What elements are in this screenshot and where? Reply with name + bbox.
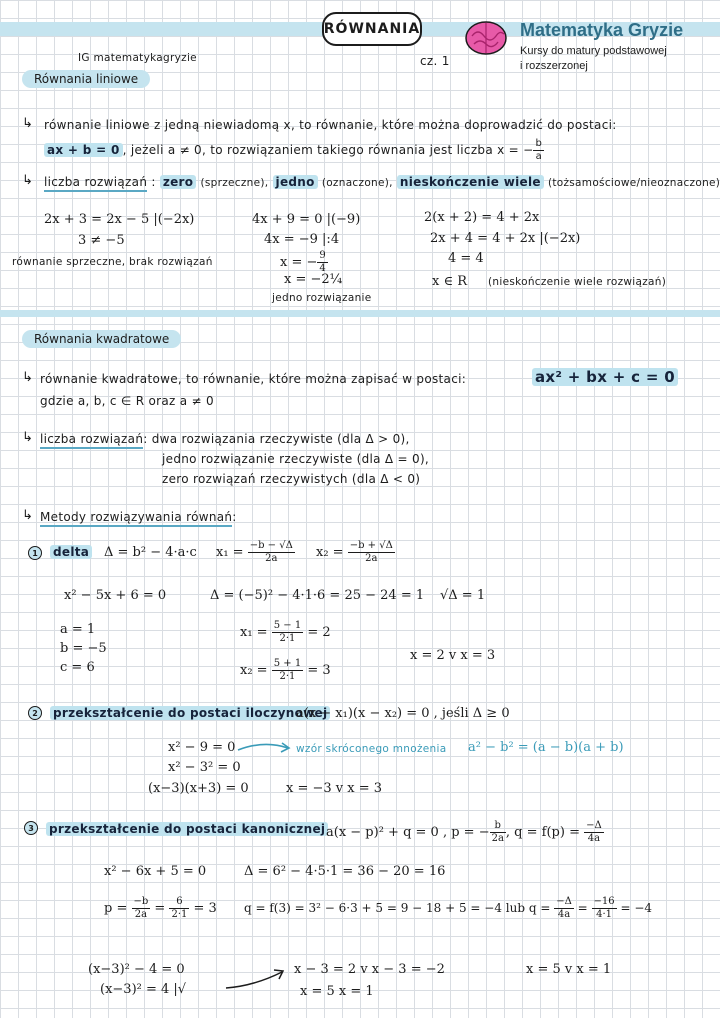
author-handle: IG matematykagryzie <box>78 52 197 64</box>
quadratic-form-value: ax² + bx + c = 0 <box>532 368 678 386</box>
fraction-numerator: 6 <box>169 896 189 909</box>
linear-solution-fraction <box>533 138 544 163</box>
p-fraction <box>169 896 189 921</box>
linear-ex3-line: 2(x + 2) = 4 + 2x <box>424 210 540 225</box>
m1-x2-calc <box>240 658 331 683</box>
brand-name: Matematyka Gryzie <box>520 20 684 40</box>
quadratic-definition: równanie kwadratowe, to równanie, które można zapisać w postaci: <box>40 372 467 386</box>
fraction-numerator: 5 − 1 <box>273 620 302 631</box>
section-separator <box>0 310 720 317</box>
x2-calc-fraction <box>272 658 303 683</box>
linear-ex2-line: 4x = −9 |:4 <box>264 232 340 247</box>
p-result: = 3 <box>193 901 217 916</box>
x2-fraction <box>348 540 395 565</box>
q-result: = −4 <box>620 901 653 915</box>
linear-ex3-note: (nieskończenie wiele rozwiązań) <box>488 276 667 288</box>
method-3-label <box>46 822 328 836</box>
count-one-note: (oznaczone), <box>321 177 393 189</box>
q-fraction <box>592 896 617 921</box>
fraction-numerator: b <box>535 138 543 149</box>
linear-definition: równanie liniowe z jedną niewiadomą x, to równanie, które można doprowadzić do postaci: <box>44 118 617 132</box>
fraction-denominator: 4a <box>557 909 571 920</box>
section-quadratic: Równania kwadratowe <box>22 330 181 348</box>
x2-label: x₂ = <box>240 663 268 678</box>
delta-formula: Δ = b² − 4·a·c <box>104 545 197 560</box>
count-zero-note: (sprzeczne), <box>200 177 269 189</box>
m1-coef: a = 1 <box>60 622 96 637</box>
count-infinite: nieskończenie wiele <box>397 175 544 189</box>
m1-delta-calc: Δ = (−5)² − 4·1·6 = 25 − 24 = 1 <box>210 588 425 603</box>
brand-subtitle <box>520 44 667 74</box>
fraction-denominator: 2·1 <box>279 671 296 682</box>
page-number: cz. 1 <box>420 54 450 68</box>
arrow-bullet-icon: ↳ <box>22 116 33 131</box>
m3-result: x = 5 v x = 1 <box>526 962 612 977</box>
linear-ex2-line: 4x + 9 = 0 |(−9) <box>252 212 361 227</box>
fraction-denominator: 2a <box>491 833 504 844</box>
fraction-numerator: −b − √Δ <box>249 540 293 551</box>
m3-split: x − 3 = 2 v x − 3 = −2 <box>294 962 445 977</box>
method-3-name: przekształcenie do postaci kanonicznej <box>46 822 328 836</box>
arrow-bullet-icon: ↳ <box>22 370 33 385</box>
quadratic-condition: gdzie a, b, c ∈ R oraz a ≠ 0 <box>40 394 214 408</box>
fraction-denominator: 2a <box>365 553 378 564</box>
x1-formula <box>216 540 295 565</box>
quadratic-count-one: jedno rozwiązanie rzeczywiste (dla Δ = 0), <box>162 452 430 466</box>
linear-ex3-line: x ∈ R <box>432 274 468 289</box>
m3-q-fraction <box>584 820 604 845</box>
m2-formula: a(x − x₁)(x − x₂) = 0 , jeśli Δ ≥ 0 <box>296 706 510 721</box>
linear-solution-text: , jeżeli a ≠ 0, to rozwiązaniem takiego równania jest liczba x = − <box>122 143 534 157</box>
brain-logo-icon <box>462 18 510 58</box>
m2-identity: a² − b² = (a − b)(a + b) <box>468 740 624 755</box>
count-one: jedno <box>273 175 318 189</box>
m3-p-fraction <box>490 820 506 845</box>
x1-label: x₁ = <box>240 625 268 640</box>
right-arrow-icon <box>224 966 288 992</box>
m1-coef: c = 6 <box>60 660 95 675</box>
x1-label: x₁ = <box>216 545 244 560</box>
p-fraction <box>132 896 151 921</box>
m3-formula <box>326 820 604 845</box>
m3-q-calc: q = f(3) = 3² − 6·3 + 5 = 9 − 18 + 5 = −4 lub q = $\frac{-\Delta}{4a}$ = $\frac{-16}{4\cdot 1}$ = −4 <box>244 896 653 920</box>
fraction-numerator: b <box>490 820 506 833</box>
p-label: p = <box>104 901 128 916</box>
methods-heading <box>40 510 237 524</box>
quadratic-count <box>40 432 410 446</box>
method-2-label <box>50 706 330 720</box>
fraction-denominator: 2a <box>265 553 278 564</box>
linear-count <box>44 175 720 189</box>
x1-fraction <box>248 540 295 565</box>
fraction-denominator: 2·1 <box>279 633 296 644</box>
x1-calc-fraction <box>272 620 303 645</box>
linear-ex2-text: x = − <box>280 255 318 270</box>
m2-note: wzór skróconego mnożenia <box>296 743 447 755</box>
fraction-numerator: −b + √Δ <box>349 540 393 551</box>
m3-canonical: a(x − p)² + q = 0 , p = − <box>326 825 490 840</box>
linear-ex2-note: jedno rozwiązanie <box>272 292 372 304</box>
curved-arrow-icon <box>236 738 294 758</box>
m1-result: x = 2 v x = 3 <box>410 648 496 663</box>
m1-coef: b = −5 <box>60 641 107 656</box>
m1-x1-calc <box>240 620 331 645</box>
quadratic-count-zero: zero rozwiązań rzeczywistych (dla Δ < 0) <box>162 472 421 486</box>
methods-colon: : <box>232 510 237 524</box>
q-label: q = f(3) = 3² − 6·3 + 5 = 9 − 18 + 5 = −4 lub q = <box>244 901 551 915</box>
page-title: RÓWNANIA <box>322 12 422 46</box>
quadratic-form <box>532 368 678 386</box>
x1-result: = 2 <box>307 625 331 640</box>
fraction-numerator: −b <box>133 896 149 907</box>
arrow-bullet-icon: ↳ <box>22 508 33 523</box>
methods-label: Metody rozwiązywania równań <box>40 510 232 527</box>
m2-line: x² − 9 = 0 <box>168 740 236 755</box>
fraction-denominator: 4a <box>587 833 601 844</box>
linear-ex3-line: 4 = 4 <box>448 251 484 266</box>
section-linear: Równania liniowe <box>22 70 150 88</box>
x2-result: = 3 <box>307 663 331 678</box>
m3-q-label: , q = f(p) = <box>505 825 580 840</box>
linear-ex1-line: 3 ≠ −5 <box>78 233 125 248</box>
arrow-bullet-icon: ↳ <box>22 173 33 188</box>
method-number-badge: 2 <box>28 706 42 720</box>
count-zero: zero <box>160 175 197 189</box>
method-1-name: delta <box>50 545 92 559</box>
method-number-badge: 1 <box>28 546 42 560</box>
count-two: : dwa rozwiązania rzeczywiste (dla Δ > 0), <box>143 432 410 446</box>
m2-line: (x−3)(x+3) = 0 <box>148 781 249 796</box>
fraction-numerator: −Δ <box>586 820 602 831</box>
x2-label: x₂ = <box>316 545 344 560</box>
fraction-denominator: 2a <box>134 909 148 920</box>
m3-split: x = 5 x = 1 <box>300 984 374 999</box>
fraction-numerator: −16 <box>593 896 615 907</box>
arrow-bullet-icon: ↳ <box>22 430 33 445</box>
count-label: liczba rozwiązań <box>44 175 147 192</box>
m3-line: (x−3)² = 4 |√ <box>100 982 187 997</box>
m3-p-calc: p = $\frac{-b}{2a}$ = $\frac{6}{2\cdot 1}$ = 3 <box>104 896 217 920</box>
m3-equation: x² − 6x + 5 = 0 <box>104 864 207 879</box>
fraction-denominator: 4·1 <box>596 909 613 920</box>
m3-line: (x−3)² − 4 = 0 <box>88 962 185 977</box>
fraction-numerator: 9 <box>319 250 326 261</box>
method-number-badge: 3 <box>24 821 38 835</box>
linear-ex3-line: 2x + 4 = 4 + 2x |(−2x) <box>430 231 581 246</box>
method-1-label <box>50 545 92 559</box>
fraction-denominator: 2·1 <box>171 909 188 920</box>
count-infinite-note: (tożsamościowe/nieoznaczone) <box>547 177 720 189</box>
fraction-numerator: −Δ <box>556 896 572 907</box>
linear-ex1-line: 2x + 3 = 2x − 5 |(−2x) <box>44 212 195 227</box>
m3-delta-calc: Δ = 6² − 4·5·1 = 36 − 20 = 16 <box>244 864 446 879</box>
fraction-numerator: 5 + 1 <box>273 658 302 669</box>
linear-definition-2 <box>44 138 544 163</box>
brand-subtitle-line: Kursy do matury podstawowej <box>520 45 667 57</box>
x2-formula <box>316 540 395 565</box>
fraction-denominator: a <box>535 151 542 162</box>
fraction-denominator: 4 <box>319 263 326 274</box>
linear-form: ax + b = 0 <box>44 143 123 157</box>
count-colon: : <box>151 175 156 189</box>
q-fraction <box>554 896 574 921</box>
m1-equation: x² − 5x + 6 = 0 <box>64 588 167 603</box>
method-2-name: przekształcenie do postaci iloczynowej <box>50 706 330 720</box>
linear-ex2-line: x = −2¼ <box>284 272 343 287</box>
linear-ex1-note: równanie sprzeczne, brak rozwiązań <box>12 256 213 268</box>
count-label: liczba rozwiązań <box>40 432 143 449</box>
m2-result: x = −3 v x = 3 <box>286 781 383 796</box>
brand-subtitle-line: i rozszerzonej <box>520 60 588 72</box>
m2-line: x² − 3² = 0 <box>168 760 241 775</box>
m1-sqrt-delta: √Δ = 1 <box>440 588 486 603</box>
